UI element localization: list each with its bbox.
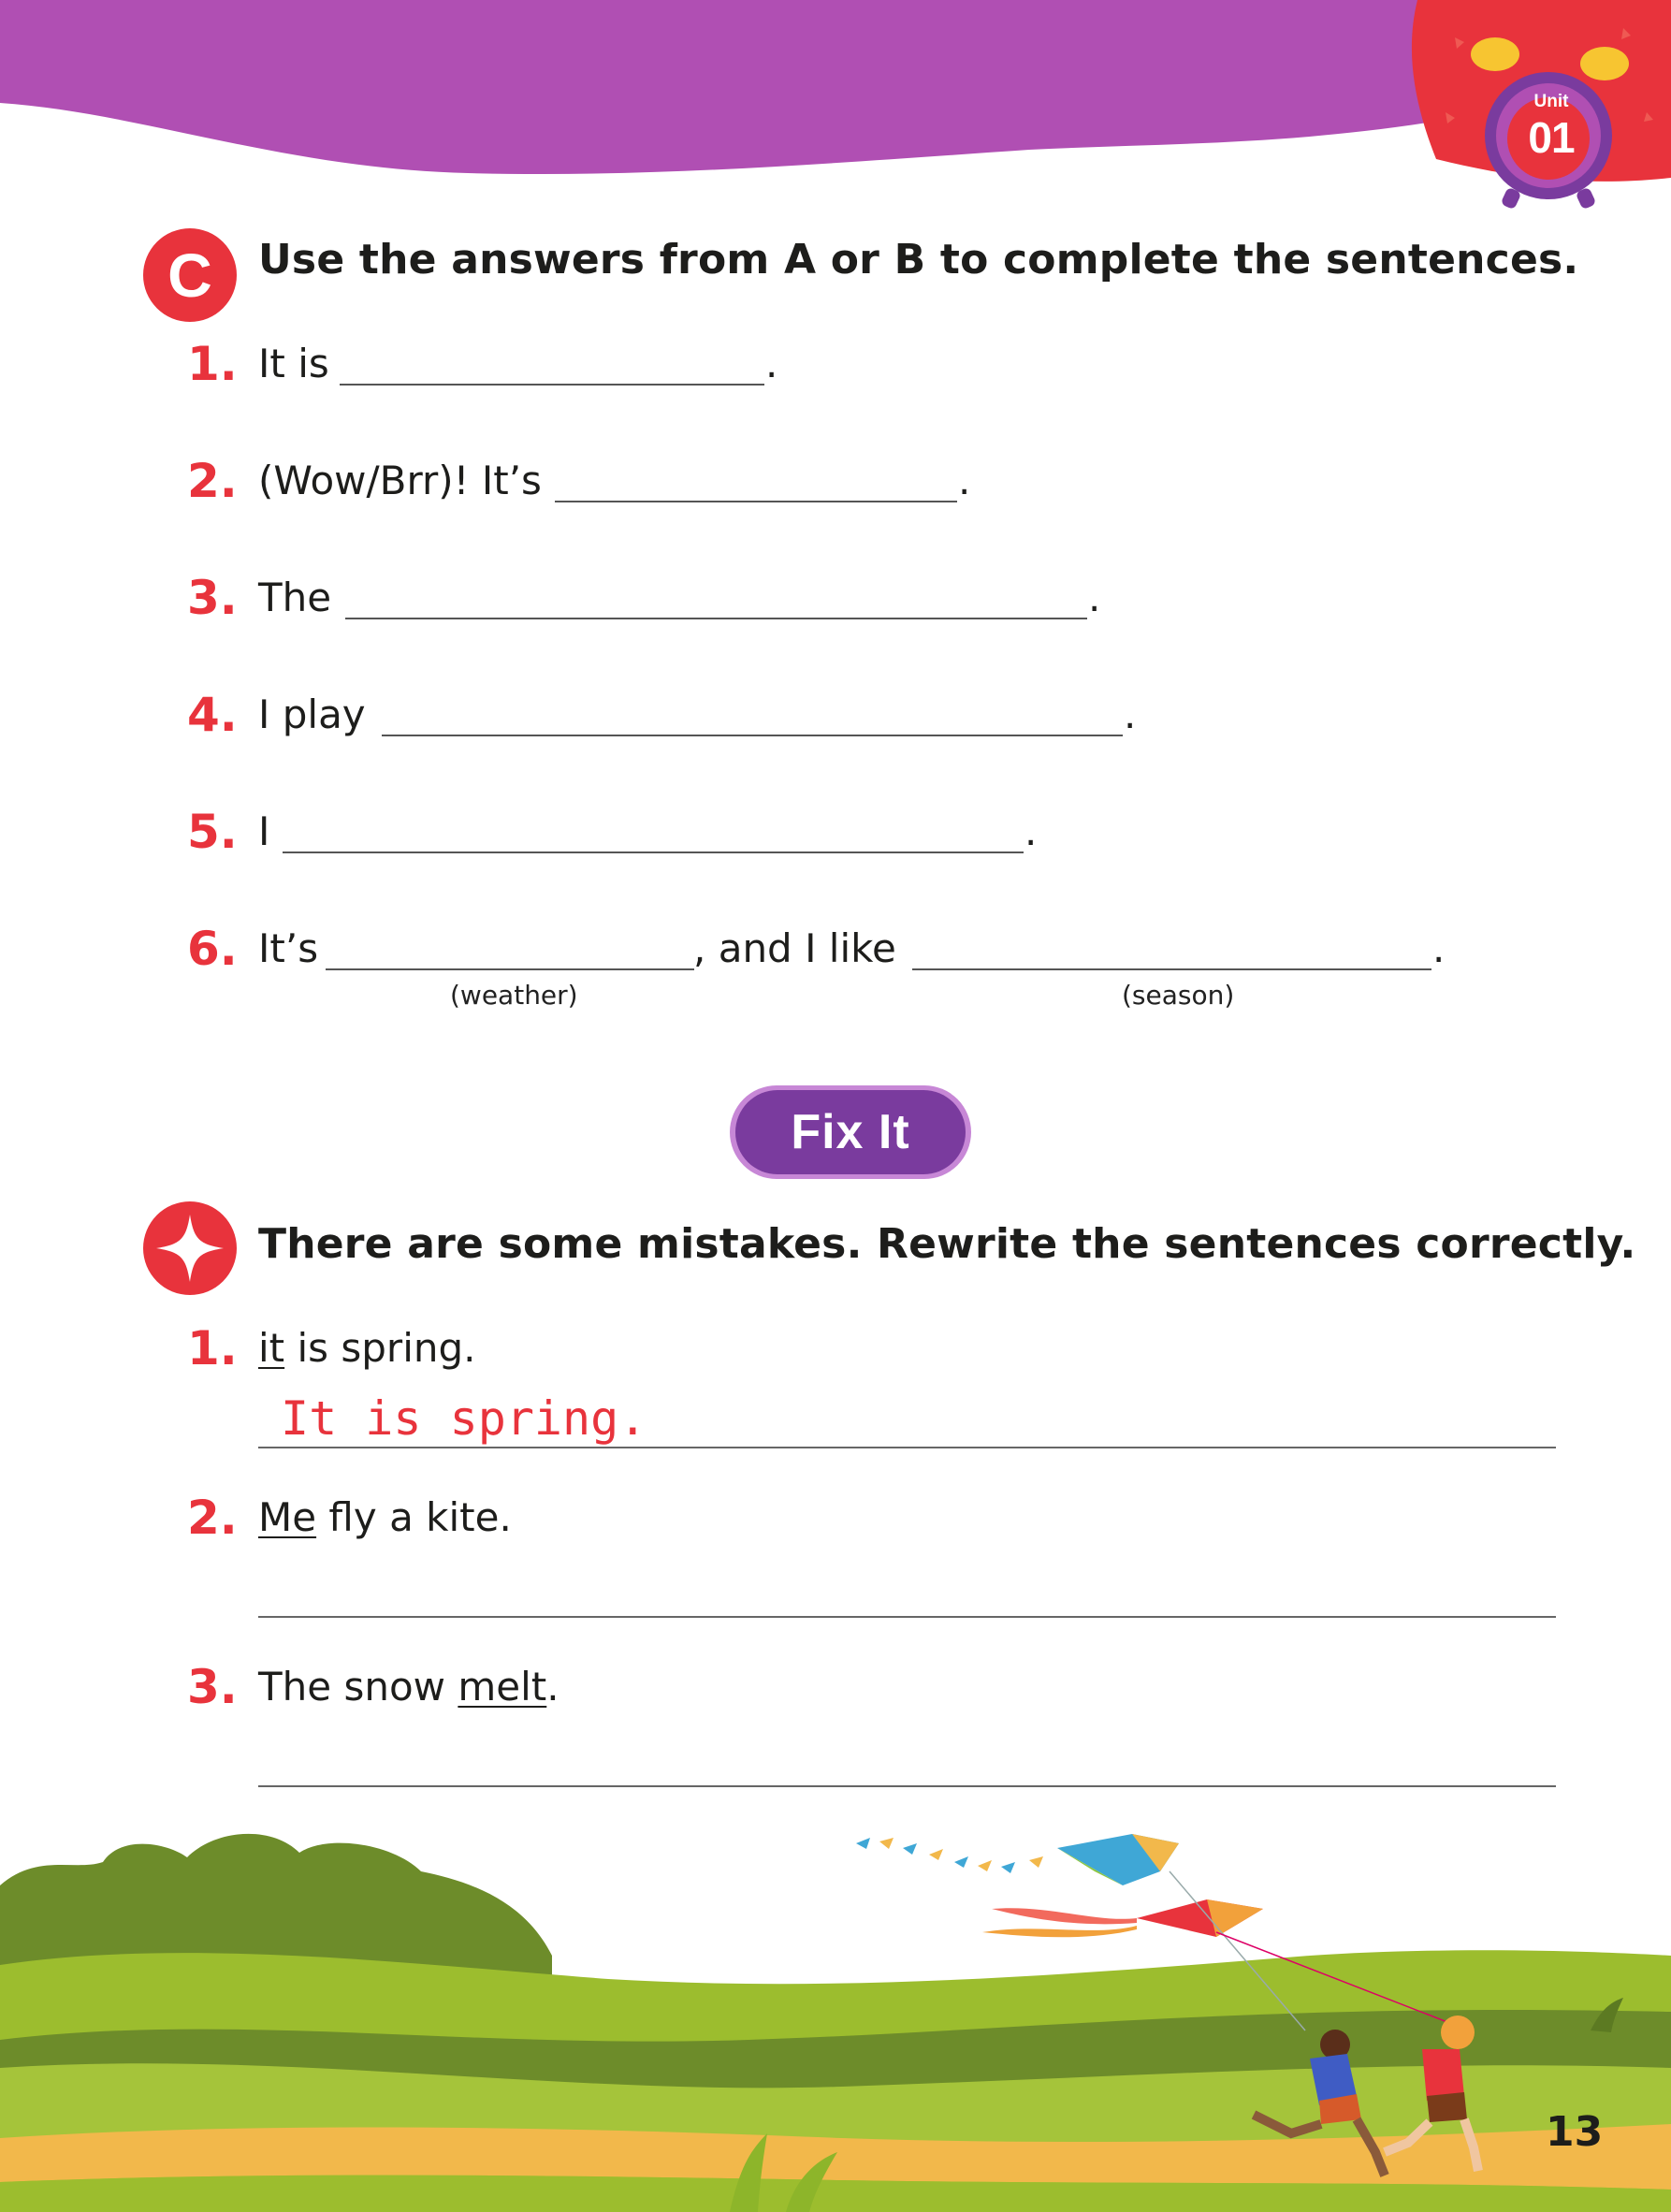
item-number: 2. <box>187 1491 238 1545</box>
rewrite-line[interactable] <box>258 1616 1556 1618</box>
rewrite-line[interactable] <box>258 1785 1556 1787</box>
item-number: 3. <box>187 571 238 625</box>
period: . <box>1024 808 1038 854</box>
answer-blank[interactable] <box>345 618 1087 619</box>
season-blank[interactable] <box>912 968 1431 970</box>
incorrect-sentence: The snow melt. <box>258 1664 559 1710</box>
period: . <box>1124 691 1137 737</box>
item-number: 1. <box>187 337 238 391</box>
fix-it-instruction: There are some mistakes. Rewrite the sentences correctly. <box>258 1220 1636 1268</box>
period: . <box>958 458 971 503</box>
four-point-star-icon <box>143 1201 237 1295</box>
unit-number: 01 <box>1528 113 1575 162</box>
season-hint: (season) <box>1122 980 1235 1011</box>
kite-icon <box>856 1834 1179 1885</box>
item-number: 3. <box>187 1660 238 1714</box>
landscape-illustration <box>0 1815 1671 2212</box>
period: . <box>1432 925 1446 971</box>
answer-blank[interactable] <box>340 384 764 386</box>
item-number: 5. <box>187 805 238 859</box>
answer-blank[interactable] <box>555 501 957 502</box>
item-number: 6. <box>187 922 238 976</box>
page-number: 13 <box>1546 2108 1604 2156</box>
item-number: 4. <box>187 688 238 742</box>
unit-label: Unit <box>1533 92 1569 111</box>
incorrect-sentence: it is spring. <box>258 1325 476 1371</box>
weather-hint: (weather) <box>450 980 578 1011</box>
weather-blank[interactable] <box>326 968 694 970</box>
sentence-stem: The <box>258 575 332 620</box>
handwritten-answer: It is spring. <box>281 1391 647 1446</box>
sentence-middle: , and I like <box>693 925 896 971</box>
item-number: 1. <box>187 1321 238 1375</box>
sentence-stem: It is <box>258 341 329 386</box>
sentence-stem: It’s <box>258 925 319 971</box>
incorrect-sentence: Me fly a kite. <box>258 1494 512 1540</box>
period: . <box>1088 575 1101 620</box>
sentence-stem: (Wow/Brr)! It’s <box>258 458 542 503</box>
rewrite-line[interactable] <box>258 1447 1556 1448</box>
sentence-stem: I play <box>258 691 366 737</box>
fix-it-title: Fix It <box>735 1090 966 1174</box>
sentence-stem: I <box>258 808 270 854</box>
item-number: 2. <box>187 454 238 508</box>
fix-it-badge <box>143 1201 237 1295</box>
section-c-badge: C <box>143 228 237 322</box>
answer-blank[interactable] <box>283 851 1024 853</box>
answer-blank[interactable] <box>382 735 1123 736</box>
period: . <box>765 341 778 386</box>
section-c-instruction: Use the answers from A or B to complete the sentences. <box>258 236 1579 284</box>
